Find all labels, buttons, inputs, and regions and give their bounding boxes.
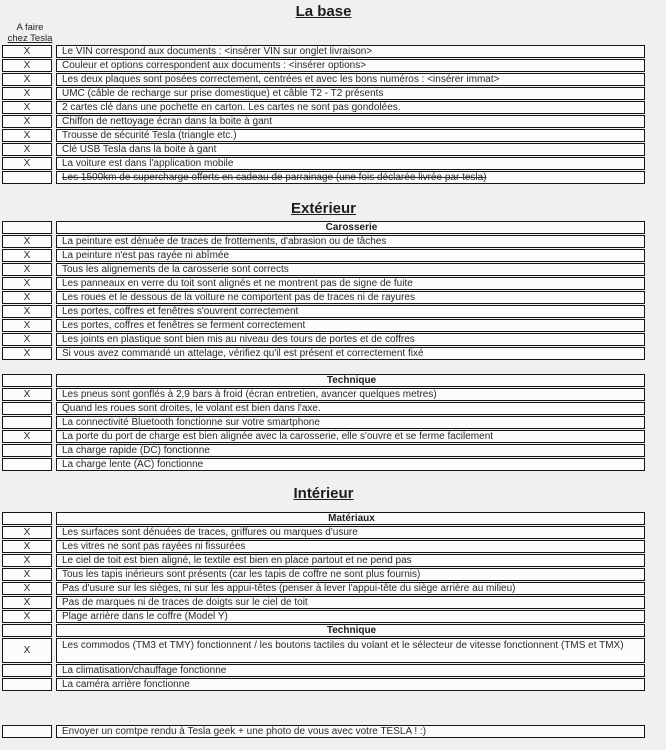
table-row	[2, 458, 645, 471]
check-cell[interactable]	[2, 678, 52, 691]
table-row	[2, 129, 645, 142]
table-row	[2, 45, 645, 58]
item-text: Si vous avez commandé un attelage, vérifiez qu'il est présent et correctement fixé	[56, 347, 645, 360]
check-cell[interactable]: X	[2, 610, 52, 623]
check-cell[interactable]	[2, 664, 52, 677]
table-row	[2, 157, 645, 170]
check-cell[interactable]: X	[2, 582, 52, 595]
table-footer	[2, 725, 645, 738]
item-text: Les portes, coffres et fenêtres se ferment correctement	[56, 319, 645, 332]
check-cell[interactable]: X	[2, 526, 52, 539]
item-text: La charge lente (AC) fonctionne	[56, 458, 645, 471]
table-row	[2, 554, 645, 567]
item-text: Pas de marques ni de traces de doigts sur le ciel de toit	[56, 596, 645, 609]
item-text: Les panneaux en verre du toit sont alignés et ne montrent pas de signe de fuite	[56, 277, 645, 290]
check-cell-empty	[2, 374, 52, 387]
subheader-row	[2, 624, 645, 637]
item-text: 2 cartes clé dans une pochette en carton. Les cartes ne sont pas gondolées.	[56, 101, 645, 114]
table-row	[2, 263, 645, 276]
check-cell[interactable]: X	[2, 333, 52, 346]
table-row	[2, 638, 645, 663]
item-text: La climatisation/chauffage fonctionne	[56, 664, 645, 677]
check-column-header	[2, 23, 58, 44]
check-cell[interactable]	[2, 444, 52, 457]
check-cell[interactable]: X	[2, 45, 52, 58]
table-row	[2, 596, 645, 609]
item-text: Les pneus sont gonflés à 2,9 bars à froid (écran entretien, avancer quelques metres)	[56, 388, 645, 401]
table-row	[2, 305, 645, 318]
check-cell[interactable]: X	[2, 388, 52, 401]
table-la-base	[2, 45, 645, 184]
check-cell[interactable]: X	[2, 143, 52, 156]
table-row	[2, 235, 645, 248]
check-cell[interactable]	[2, 171, 52, 184]
section-title-interieur: Intérieur	[293, 485, 354, 502]
table-row	[2, 430, 645, 443]
table-row	[2, 582, 645, 595]
table-exterieur-carosserie	[2, 221, 645, 360]
table-row	[2, 444, 645, 457]
check-cell[interactable]: X	[2, 157, 52, 170]
table-row	[2, 115, 645, 128]
item-text: Les deux plaques sont posées correctement, centrées et avec les bons numéros : <insérer immat>	[56, 73, 645, 86]
check-cell[interactable]: X	[2, 59, 52, 72]
table-subheader: Carosserie	[56, 221, 645, 234]
table-subheader: Matériaux	[56, 512, 645, 525]
table-row	[2, 568, 645, 581]
check-cell-empty	[2, 512, 52, 525]
item-text: Les portes, coffres et fenêtres s'ouvrent correctement	[56, 305, 645, 318]
item-text: UMC (câble de recharge sur prise domestique) et câble T2 - T2 présents	[56, 87, 645, 100]
table-subheader: Technique	[56, 624, 645, 637]
table-row	[2, 143, 645, 156]
table-row	[2, 664, 645, 677]
item-text: Les surfaces sont dénuées de traces, griffures ou marques d'usure	[56, 526, 645, 539]
check-cell[interactable]: X	[2, 540, 52, 553]
check-cell[interactable]: X	[2, 347, 52, 360]
check-cell[interactable]	[2, 416, 52, 429]
item-text-struck: Les 1500km de supercharge offerts en cadeau de parrainage (une fois déclarée livrée par tesla)	[56, 171, 645, 184]
item-text: Couleur et options correspondent aux documents : <insérer options>	[56, 59, 645, 72]
section-title-exterieur: Extérieur	[290, 200, 357, 217]
table-row	[2, 101, 645, 114]
item-text: Chiffon de nettoyage écran dans la boite à gant	[56, 115, 645, 128]
check-column-header-line1: A faire	[16, 22, 44, 33]
check-column-header-line2: chez Tesla	[7, 32, 53, 44]
table-row	[2, 725, 645, 738]
check-cell[interactable]: X	[2, 73, 52, 86]
item-text: Les roues et le dessous de la voiture ne comportent pas de traces ni de rayures	[56, 291, 645, 304]
item-text: Clé USB Tesla dans la boite à gant	[56, 143, 645, 156]
item-text: Les joints en plastique sont bien mis au niveau des tours de portes et de coffres	[56, 333, 645, 346]
table-row	[2, 73, 645, 86]
check-cell[interactable]	[2, 725, 52, 738]
check-cell[interactable]: X	[2, 638, 52, 663]
table-row	[2, 347, 645, 360]
table-row	[2, 249, 645, 262]
table-row	[2, 277, 645, 290]
table-row	[2, 319, 645, 332]
item-text: Plage arrière dans le coffre (Model Y)	[56, 610, 645, 623]
item-text: Les vitres ne sont pas rayées ni fissurées	[56, 540, 645, 553]
check-cell[interactable]: X	[2, 291, 52, 304]
table-subheader: Technique	[56, 374, 645, 387]
item-text: Tous les tapis inérieurs sont présents (car les tapis de coffre ne sont plus fournis)	[56, 568, 645, 581]
item-text: Le ciel de toit est bien aligné, le textile est bien en place partout et ne pend pas	[56, 554, 645, 567]
check-cell[interactable]: X	[2, 101, 52, 114]
table-interieur	[2, 512, 645, 691]
item-text: Trousse de sécurité Tesla (triangle etc.)	[56, 129, 645, 142]
table-row	[2, 87, 645, 100]
check-cell-empty	[2, 221, 52, 234]
check-cell[interactable]: X	[2, 554, 52, 567]
check-cell[interactable]: X	[2, 235, 52, 248]
item-text: La peinture est dénuée de traces de frottements, d'abrasion ou de tâches	[56, 235, 645, 248]
item-text: La voiture est dans l'application mobile	[56, 157, 645, 170]
table-exterieur-technique	[2, 374, 645, 471]
table-row	[2, 526, 645, 539]
check-cell[interactable]: X	[2, 249, 52, 262]
item-text: La charge rapide (DC) fonctionne	[56, 444, 645, 457]
table-row	[2, 171, 645, 184]
check-cell[interactable]: X	[2, 305, 52, 318]
table-row	[2, 416, 645, 429]
check-cell[interactable]: X	[2, 277, 52, 290]
item-text: Envoyer un comtpe rendu à Tesla geek + une photo de vous avec votre TESLA ! :)	[56, 725, 645, 738]
check-cell[interactable]: X	[2, 568, 52, 581]
table-row	[2, 59, 645, 72]
subheader-row	[2, 512, 645, 525]
check-cell-empty	[2, 624, 52, 637]
item-text: Pas d'usure sur les sièges, ni sur les appui-têtes (penser à lever l'appui-tête du siège arrière au milieu)	[56, 582, 645, 595]
check-cell[interactable]: X	[2, 319, 52, 332]
table-row	[2, 540, 645, 553]
section-title-la-base: La base	[295, 3, 352, 20]
table-row	[2, 610, 645, 623]
check-cell[interactable]: X	[2, 430, 52, 443]
table-row	[2, 333, 645, 346]
table-row	[2, 388, 645, 401]
check-cell[interactable]: X	[2, 129, 52, 142]
subheader-row	[2, 374, 645, 387]
item-text: La porte du port de charge est bien alignée avec la carosserie, elle s'ouvre et se ferme facilement	[56, 430, 645, 443]
check-cell[interactable]	[2, 458, 52, 471]
table-row	[2, 678, 645, 691]
item-text: Les commodos (TM3 et TMY) fonctionnent / les boutons tactiles du volant et le sélecteur de vitesse fonctionnent (TMS et TMX)	[56, 638, 645, 663]
subheader-row	[2, 221, 645, 234]
item-text: Le VIN correspond aux documents : <insérer VIN sur onglet livraison>	[56, 45, 645, 58]
check-cell[interactable]	[2, 402, 52, 415]
item-text: Quand les roues sont droites, le volant est bien dans l'axe.	[56, 402, 645, 415]
table-row	[2, 291, 645, 304]
item-text: La connectivité Bluetooth fonctionne sur votre smartphone	[56, 416, 645, 429]
check-cell[interactable]: X	[2, 263, 52, 276]
item-text: La caméra arrière fonctionne	[56, 678, 645, 691]
table-row	[2, 402, 645, 415]
item-text: Tous les alignements de la carosserie sont corrects	[56, 263, 645, 276]
item-text: La peinture n'est pas rayée ni abîmée	[56, 249, 645, 262]
check-cell[interactable]: X	[2, 87, 52, 100]
check-cell[interactable]: X	[2, 115, 52, 128]
check-cell[interactable]: X	[2, 596, 52, 609]
